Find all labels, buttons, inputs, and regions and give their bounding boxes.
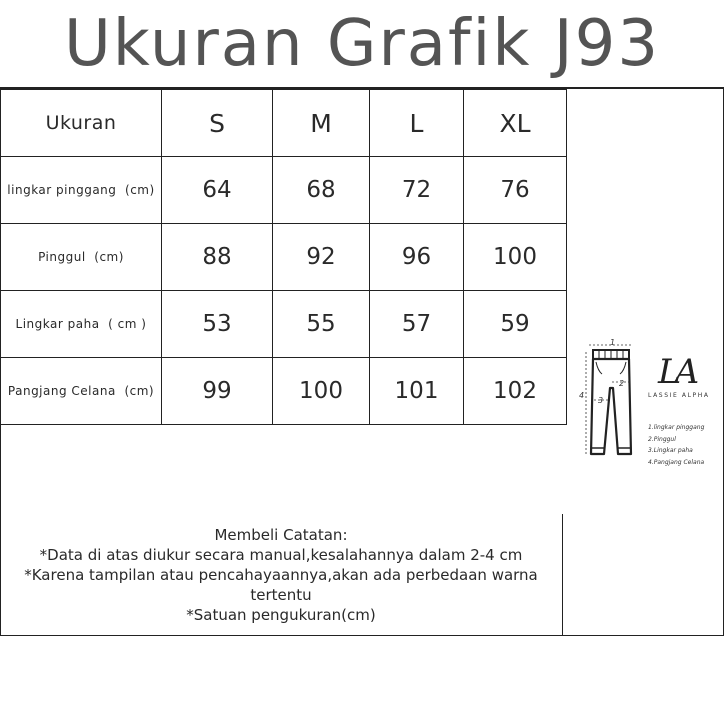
notes-heading: Membeli Catatan: [214,526,348,544]
marker-3: 3 [598,396,604,405]
marker-1: 1 [610,338,616,347]
row-label: Pangjang Celana (cm) [1,358,162,425]
brand-name: LASSIE ALPHA [648,392,710,399]
marker-2: 2 [619,379,625,388]
table-row [1,291,567,358]
notes-section [0,514,563,636]
legend-item: 2.Pinggul [648,435,676,443]
table-cell: 102 [464,358,567,425]
logo-text: LA [658,352,694,390]
table-cell: 101 [370,358,464,425]
size-table [0,89,567,425]
table-cell: 76 [464,157,567,224]
table-cell: 68 [273,157,370,224]
table-row [1,358,567,425]
table-cell: 88 [162,224,273,291]
legend-item: 1.lingkar pinggang [648,424,705,431]
table-cell: 96 [370,224,464,291]
table-cell: 99 [162,358,273,425]
legend-item: 4.Pangjang Celana [648,458,705,466]
pants-diagram [574,336,654,471]
table-cell: 57 [370,291,464,358]
legend-item: 3.Lingkar paha [648,447,693,454]
measurement-legend [648,422,704,468]
row-label: Pinggul (cm) [1,224,162,291]
table-cell: 72 [370,157,464,224]
table-row [1,157,567,224]
row-label: lingkar pinggang (cm) [1,157,162,224]
notes-line: tertentu [250,586,312,604]
table-header-row [1,90,567,157]
pants-outline [591,359,631,454]
notes-line: *Karena tampilan atau pencahayaannya,akan ada perbedaan warna [24,566,538,584]
table-cell: 59 [464,291,567,358]
table-cell: 92 [273,224,370,291]
table-cell: 100 [464,224,567,291]
table-cell: 55 [273,291,370,358]
size-header-s: S [162,90,273,157]
size-header-l: L [370,90,464,157]
notes-line: *Data di atas diukur secara manual,kesalahannya dalam 2-4 cm [39,546,523,564]
notes-line: *Satuan pengukuran(cm) [186,606,376,624]
size-header-xl: XL [464,90,567,157]
marker-4: 4 [579,391,585,400]
table-row [1,224,567,291]
row-label: Lingkar paha ( cm ) [1,291,162,358]
table-cell: 100 [273,358,370,425]
page-title: Ukuran Grafik J93 [0,0,724,88]
table-cell: 64 [162,157,273,224]
size-header-m: M [273,90,370,157]
table-cell: 53 [162,291,273,358]
header-label: Ukuran [1,90,162,157]
brand-logo [656,350,706,390]
